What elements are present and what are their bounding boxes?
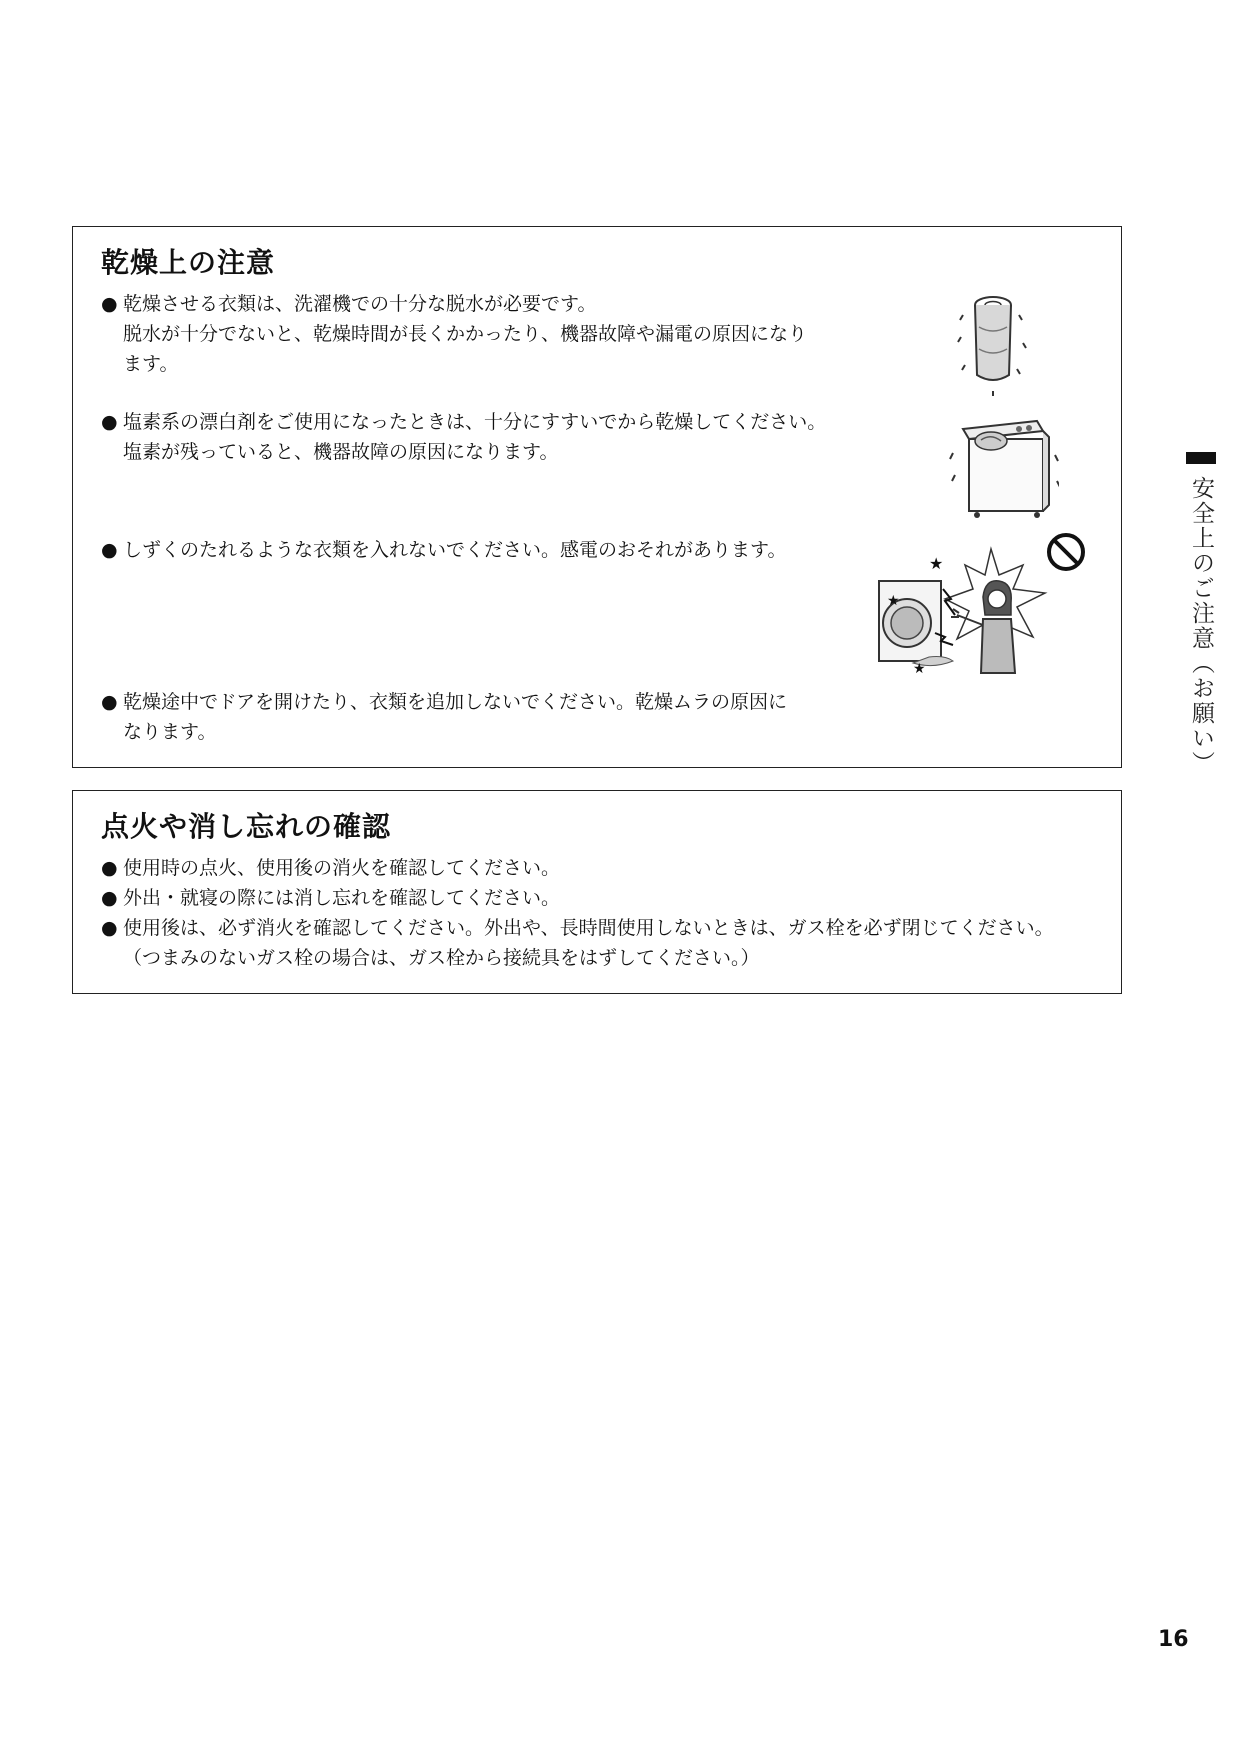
electric-shock-illustration	[873, 545, 1053, 675]
drying-caution-title: 乾燥上の注意	[101, 246, 276, 279]
page-number: 16	[1158, 1627, 1189, 1652]
section-side-label: 安全上のご注意（お願い）	[1188, 476, 1214, 776]
caution-item: ● 外出・就寝の際には消し忘れを確認してください。	[101, 887, 561, 909]
ignition-check-section	[72, 790, 1122, 994]
ignition-check-title: 点火や消し忘れの確認	[101, 810, 392, 843]
dripping-laundry-icon	[949, 287, 1039, 397]
svg-text:★: ★	[887, 593, 900, 609]
section-tab-marker	[1186, 452, 1216, 464]
caution-item: ● しずくのたれるような衣類を入れないでください。感電のおそれがあります。	[101, 539, 787, 561]
caution-item: ● 乾燥させる衣類は、洗濯機での十分な脱水が必要です。 脱水が十分でないと、乾燥時間が長くかかったり、機器故障や漏電の原因になり ます。	[101, 293, 808, 375]
caution-item: ● 乾燥途中でドアを開けたり、衣類を追加しないでください。乾燥ムラの原因に なります。	[101, 691, 788, 743]
svg-text:★: ★	[929, 554, 944, 573]
caution-item: ● 使用時の点火、使用後の消火を確認してください。	[101, 857, 561, 879]
caution-item: ● 塩素系の漂白剤をご使用になったときは、十分にすすいでから乾燥してください。 塩素が残っていると、機器故障の原因になります。	[101, 411, 827, 463]
caution-item: ● 使用後は、必ず消火を確認してください。外出や、長時間使用しないときは、ガス栓を必ず閉じてください。 （つまみのないガス栓の場合は、ガス栓から接続具をはずしてください。）	[101, 917, 1054, 969]
svg-text:★: ★	[913, 661, 926, 675]
washing-machine-icon	[949, 405, 1059, 525]
drying-caution-section	[72, 226, 1122, 768]
